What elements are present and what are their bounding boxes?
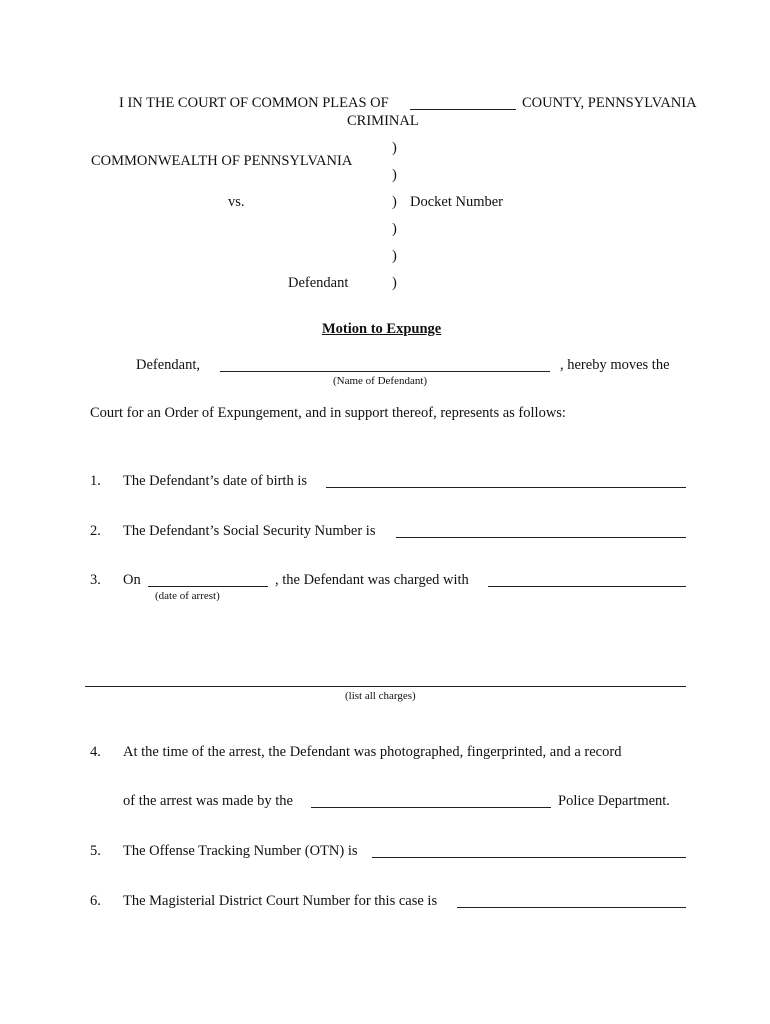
item-number: 1. [90,473,101,489]
item-number: 4. [90,744,101,760]
arrest-date-caption: (date of arrest) [155,590,220,602]
court-division: CRIMINAL [347,113,419,129]
docket-number-label: Docket Number [410,194,504,210]
motion-intro: Court for an Order of Expungement, and in support thereof, represents as follows: [90,405,566,421]
arrest-on-label: On [123,572,141,588]
defendant-prefix: Defendant, [136,357,201,373]
district-court-number-field[interactable] [457,907,686,908]
plaintiff-name: COMMONWEALTH OF PENNSYLVANIA [91,153,353,169]
caption-paren: ) [392,248,397,264]
caption-paren: ) [392,275,397,291]
county-blank[interactable] [410,109,516,110]
caption-paren: ) [392,194,397,210]
motion-title: Motion to Expunge [322,321,442,337]
police-department-field[interactable] [311,807,551,808]
defendant-name-field[interactable] [220,371,550,372]
court-heading-prefix: I IN THE COURT OF COMMON PLEAS OF [119,95,389,111]
item-number: 2. [90,523,101,539]
arrest-record-text: At the time of the arrest, the Defendant was photographed, fingerprinted, and a record [123,744,622,760]
versus-label: vs. [228,194,245,210]
otn-field[interactable] [372,857,686,858]
item-number: 3. [90,572,101,588]
charges-list-field[interactable] [85,686,686,687]
otn-label: The Offense Tracking Number (OTN) is [123,843,358,859]
arrest-date-field[interactable] [148,586,268,587]
ssn-field[interactable] [396,537,686,538]
charged-with-label: , the Defendant was charged with [275,572,469,588]
item-number: 5. [90,843,101,859]
defendant-label: Defendant [288,275,349,291]
police-dept-suffix: Police Department. [558,793,670,809]
caption-paren: ) [392,221,397,237]
dob-field[interactable] [326,487,686,488]
charges-field[interactable] [488,586,686,587]
dob-label: The Defendant’s date of birth is [123,473,308,489]
ssn-label: The Defendant’s Social Security Number is [123,523,376,539]
defendant-suffix: , hereby moves the [560,357,670,373]
caption-paren: ) [392,167,397,183]
item-number: 6. [90,893,101,909]
police-dept-prefix: of the arrest was made by the [123,793,293,809]
charges-list-caption: (list all charges) [345,690,416,702]
court-heading-suffix: COUNTY, PENNSYLVANIA [522,95,697,111]
caption-paren: ) [392,140,397,156]
district-court-label: The Magisterial District Court Number for this case is [123,893,438,909]
defendant-name-caption: (Name of Defendant) [333,375,428,387]
